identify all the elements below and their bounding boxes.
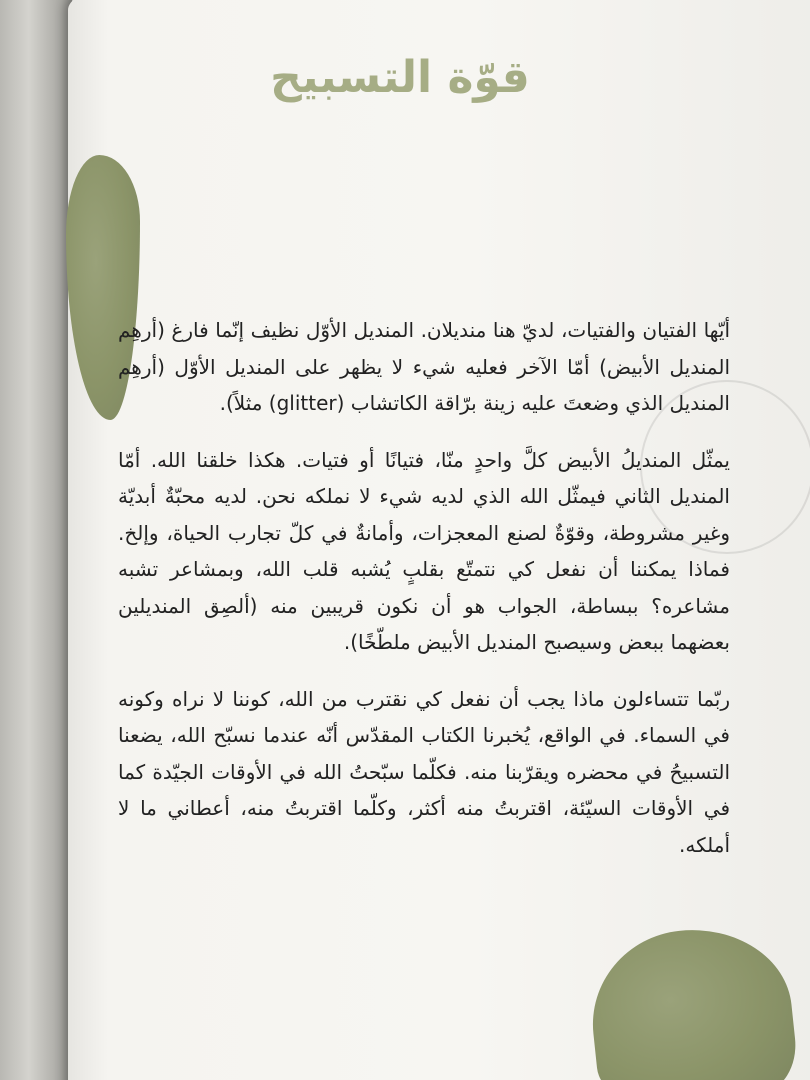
left-page-edge bbox=[0, 0, 72, 1080]
paragraph-1: أيّها الفتيان والفتيات، لديّ هنا منديلان. المنديل الأوّل نظيف إنّما فارغ (أرهِم المنديل الأبيض) أمّا الآخر فعليه شيء لا يظهر على المنديل الأوّل (أرهِم المنديل الذي وضعتَ عليه زينة برّاقة الكاتشاب (glitter) مثلاً). bbox=[118, 318, 730, 415]
page-title: قوّة التسبيح bbox=[270, 52, 530, 103]
body-text bbox=[118, 312, 730, 883]
paragraph-2: يمثّل المنديلُ الأبيض كلَّ واحدٍ منّا، فتيانًا أو فتيات. هكذا خلقنا الله. أمّا المنديل الثاني فيمثّل الله الذي لديه شيء لا نملكه نحن. لديه محبّةٌ أبديّة وغير مشروطة، وقوّةٌ لصنع المعجزات، وأمانةٌ في كلّ تجارب الحياة، وإلخ. فماذا يمكننا أن نفعل كي نتمتّع بقلبٍ يُشبه قلب الله، وبمشاعر تشبه مشاعره؟ ببساطة، الجواب هو أن نكون قريبين منه (ألصِق المنديلين بعضهما ببعض وسيصبح المنديل الأبيض ملطّخًا). bbox=[118, 447, 730, 654]
paragraph-3: ربّما تتساءلون ماذا يجب أن نفعل كي نقترب من الله، كوننا لا نراه وكونه في السماء. في الواقع، يُخبرنا الكتاب المقدّس أنّه عندما نسبّح الله، يضعنا التسبيحُ في محضره ويقرّبنا منه. فكلّما سبّحتُ الله في الأوقات الجيّدة كما في الأوقات السيّئة، اقتربتُ منه أكثر، وكلّما اقتربتُ منه، أعطاني ما لا أملكه. bbox=[118, 686, 730, 857]
